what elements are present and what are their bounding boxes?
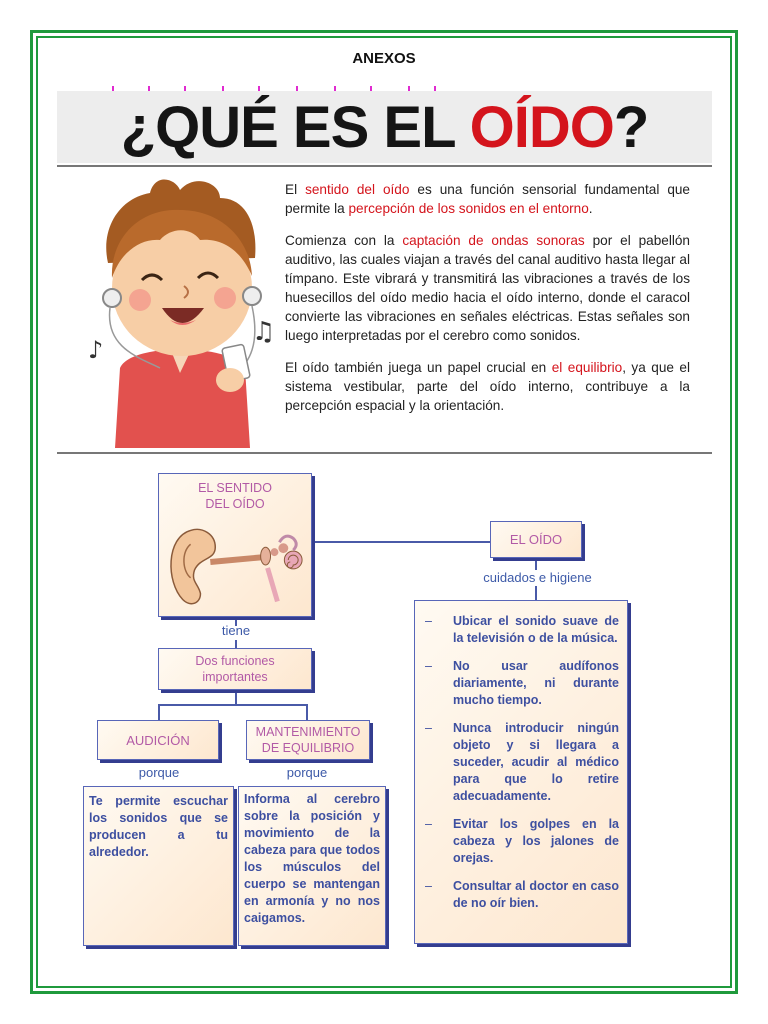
svg-text:♫: ♫	[252, 317, 276, 347]
intro-paragraph-3	[285, 358, 690, 415]
connector-oido-subtitle	[535, 558, 537, 570]
sentido-del-oido-box	[158, 473, 312, 617]
connector-branch-equilibrio	[306, 704, 308, 720]
cuidados-list-box	[414, 600, 628, 944]
cuidado-item: – No usar audífonos diariamente, ni durante mucho tiempo.	[415, 658, 619, 709]
audicion-description: Te permite escuchar los sonidos que se producen a tu alrededor.	[89, 794, 228, 859]
equilibrio-title-line1: MANTENIMIENTO	[255, 725, 361, 739]
intro-p1-text: .	[588, 201, 593, 216]
intro-p1-text: es una función sensorial fundamental que permite la	[285, 182, 690, 216]
sentido-box-title	[159, 480, 311, 512]
boy-with-headphones-illustration	[80, 168, 280, 448]
anexos-heading: ANEXOS	[352, 50, 416, 67]
intro-p3-text: , ya que el sistema vestibular, parte del oído interno, contribuye a la percepción espacial y la orientación.	[285, 360, 690, 413]
intro-p1-highlight: percepción de los sonidos en el entorno	[348, 201, 589, 216]
divider-top	[57, 165, 712, 167]
connector-branch-horizontal	[158, 704, 306, 706]
connector-subtitle-cuidados	[535, 586, 537, 600]
funciones-title-line2: importantes	[202, 670, 268, 684]
intro-p1-highlight: sentido del oído	[305, 182, 410, 197]
equilibrio-box-title	[247, 724, 369, 756]
connector-funciones-branch	[235, 690, 237, 704]
intro-p2-highlight: captación de ondas sonoras	[402, 233, 585, 248]
cuidado-item: – Ubicar el sonido suave de la televisión o de la música.	[415, 613, 619, 647]
cuidado-item: – Nunca introducir ningún objeto y si llegara a suceder, acudir al médico para que lo retire adecuadamente.	[415, 720, 619, 805]
cuidados-list	[415, 613, 619, 912]
cuidados-higiene-label: cuidados e higiene	[483, 570, 592, 585]
funciones-box-title	[159, 653, 311, 685]
audicion-porque-label: porque	[138, 765, 180, 780]
sentido-title-line2: DEL OÍDO	[205, 497, 265, 511]
equilibrio-description-box	[238, 786, 386, 946]
connector-branch-audicion	[158, 704, 160, 720]
svg-text:♪: ♪	[88, 336, 104, 364]
title-part1: ¿QUÉ ES EL	[120, 95, 470, 160]
intro-p2-text: por el pabellón auditivo, las cuales viajan a través del canal auditivo hasta llegar al tímpano. Este vibrará y transmitirá las vibraciones a través de los huesecillos del oído medio hacia el oído interno, donde el caracol convierte las vibraciones en señales eléctricas. Estas señales son luego interpretadas por el cerebro como sonidos.	[285, 233, 690, 343]
intro-text	[285, 180, 690, 428]
el-oido-title: EL OÍDO	[509, 532, 563, 547]
intro-paragraph-1	[285, 180, 690, 218]
page-title	[57, 92, 712, 164]
dos-funciones-box	[158, 648, 312, 690]
equilibrio-title-line2: DE EQUILIBRIO	[261, 741, 355, 755]
equilibrio-box	[246, 720, 370, 760]
intro-p3-highlight: el equilibrio	[551, 360, 623, 375]
intro-p3-text: El oído también juega un papel crucial en	[285, 360, 552, 375]
divider-bottom	[57, 452, 712, 454]
equilibrio-porque-label: porque	[286, 765, 328, 780]
el-oido-box	[490, 521, 582, 558]
tiene-label: tiene	[221, 623, 251, 638]
sentido-title-line1: EL SENTIDO	[198, 481, 272, 495]
audicion-title: AUDICIÓN	[126, 733, 190, 748]
cuidado-item: – Evitar los golpes en la cabeza y los jalones de orejas.	[415, 816, 619, 867]
ear-anatomy-illustration	[161, 512, 309, 612]
cuidado-item: – Consultar al doctor en caso de no oír bien.	[415, 878, 619, 912]
connector-sentido-oido	[312, 541, 490, 543]
audicion-box	[97, 720, 219, 760]
funciones-title-line1: Dos funciones	[195, 654, 275, 668]
connector-tiene-funciones	[235, 640, 237, 648]
intro-p2-text: Comienza con la	[285, 233, 403, 248]
title-part2: OÍDO	[469, 95, 614, 160]
title-part3: ?	[613, 95, 649, 160]
audicion-description-box	[83, 786, 234, 946]
equilibrio-description: Informa al cerebro sobre la posición y movimiento de la cabeza para que todos los músculos del cuerpo se mantengan en armonía y no nos caigamos.	[244, 792, 380, 925]
intro-p1-text: El	[285, 182, 306, 197]
intro-paragraph-2	[285, 231, 690, 345]
